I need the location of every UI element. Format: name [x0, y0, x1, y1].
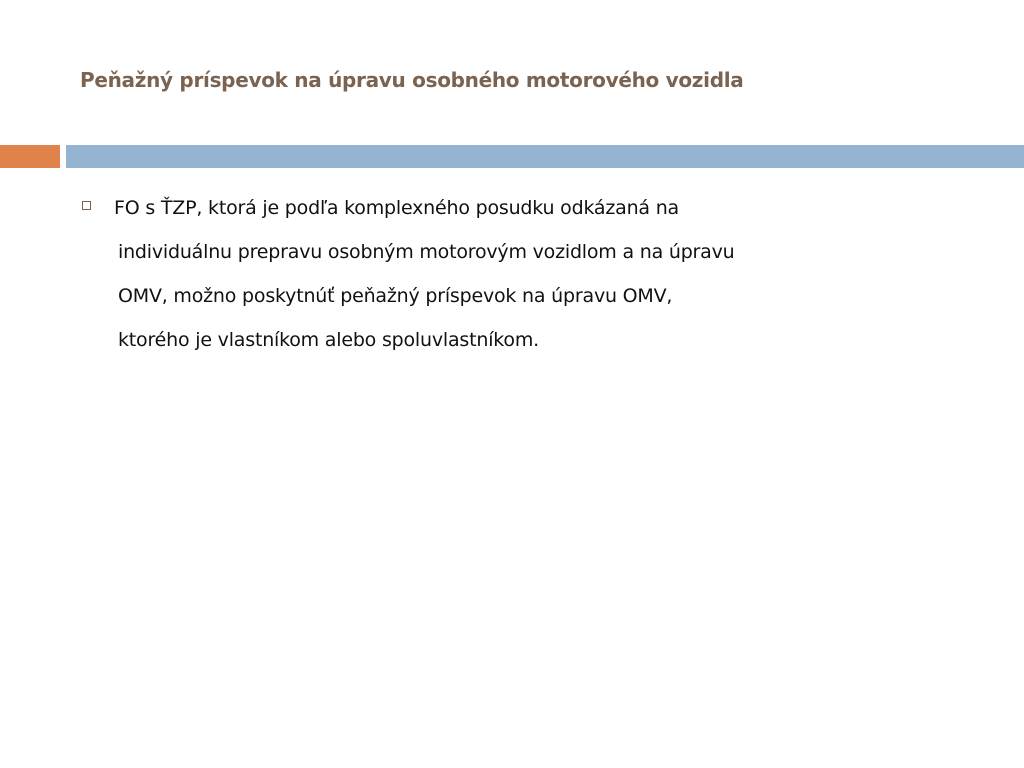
- bullet-line-4: ktorého je vlastníkom alebo spoluvlastníkom.: [118, 329, 539, 351]
- square-bullet-icon: [82, 201, 91, 210]
- bullet-line-2: individuálnu prepravu osobným motorovým vozidlom a na úpravu: [118, 241, 735, 263]
- accent-bar-orange: [0, 145, 60, 168]
- bullet-line-1: FO s ŤZP, ktorá je podľa komplexného posudku odkázaná na: [114, 197, 679, 219]
- bullet-item: [80, 186, 880, 362]
- slide-title: Peňažný príspevok na úpravu osobného motorového vozidla: [80, 68, 744, 92]
- bullet-line-3: OMV, možno poskytnúť peňažný príspevok na úpravu OMV,: [118, 285, 673, 307]
- accent-bar-blue: [66, 145, 1024, 168]
- bullet-list: [80, 186, 880, 362]
